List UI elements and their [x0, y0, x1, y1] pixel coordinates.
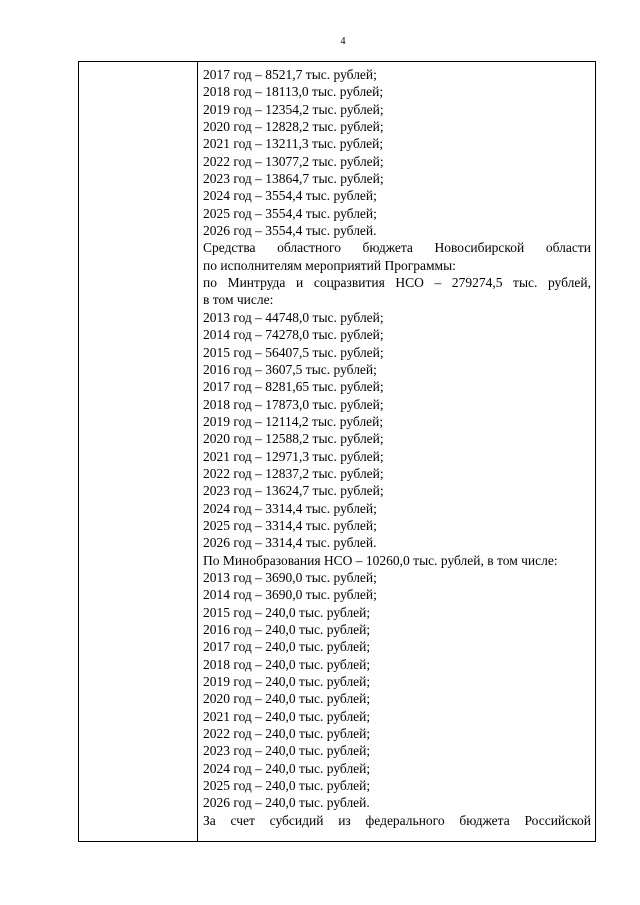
text-line: 2026 год – 3314,4 тыс. рублей.	[203, 535, 377, 551]
text-line: Средства областного бюджета Новосибирской области	[203, 240, 591, 256]
text-line: 2017 год – 8281,65 тыс. рублей;	[203, 379, 384, 395]
text-line: 2022 год – 240,0 тыс. рублей;	[203, 726, 371, 742]
text-line: 2023 год – 240,0 тыс. рублей;	[203, 743, 371, 759]
text-line: 2017 год – 240,0 тыс. рублей;	[203, 639, 371, 655]
text-line: 2019 год – 240,0 тыс. рублей;	[203, 674, 371, 690]
text-line: 2024 год – 3554,4 тыс. рублей;	[203, 188, 377, 204]
text-line: 2020 год – 240,0 тыс. рублей;	[203, 691, 371, 707]
text-line: 2018 год – 17873,0 тыс. рублей;	[203, 396, 384, 412]
table-left-column	[79, 62, 198, 841]
text-line: 2013 год – 3690,0 тыс. рублей;	[203, 569, 377, 585]
text-line: 2025 год – 240,0 тыс. рублей;	[203, 778, 371, 794]
text-line: 2024 год – 3314,4 тыс. рублей;	[203, 500, 377, 516]
text-line: 2018 год – 18113,0 тыс. рублей;	[203, 84, 384, 100]
text-line: 2020 год – 12828,2 тыс. рублей;	[203, 119, 384, 135]
text-line: 2020 год – 12588,2 тыс. рублей;	[203, 431, 384, 447]
text-line: 2014 год – 3690,0 тыс. рублей;	[203, 587, 377, 603]
text-line: 2025 год – 3314,4 тыс. рублей;	[203, 517, 377, 533]
text-line: 2015 год – 56407,5 тыс. рублей;	[203, 344, 384, 360]
text-line: по исполнителям мероприятий Программы:	[203, 257, 456, 273]
text-line: 2025 год – 3554,4 тыс. рублей;	[203, 205, 377, 221]
text-line: 2019 год – 12354,2 тыс. рублей;	[203, 101, 384, 117]
funding-table	[78, 61, 596, 842]
page-number: 4	[340, 36, 346, 47]
text-line: 2014 год – 74278,0 тыс. рублей;	[203, 327, 384, 343]
text-line: 2016 год – 3607,5 тыс. рублей;	[203, 361, 377, 377]
text-line: 2026 год – 3554,4 тыс. рублей.	[203, 223, 377, 239]
text-line: За счет субсидий из федерального бюджета Российской	[203, 812, 591, 828]
text-line: 2022 год – 13077,2 тыс. рублей;	[203, 153, 384, 169]
text-line: по Минтруда и соцразвития НСО – 279274,5 тыс. рублей,	[203, 275, 591, 291]
text-line: 2017 год – 8521,7 тыс. рублей;	[203, 67, 377, 82]
text-line: 2023 год – 13624,7 тыс. рублей;	[203, 483, 384, 499]
text-line: 2015 год – 240,0 тыс. рублей;	[203, 604, 371, 620]
text-line: 2018 год – 240,0 тыс. рублей;	[203, 656, 371, 672]
text-line: 2013 год – 44748,0 тыс. рублей;	[203, 309, 384, 325]
text-line: 2019 год – 12114,2 тыс. рублей;	[203, 413, 384, 429]
text-line: 2021 год – 13211,3 тыс. рублей;	[203, 136, 384, 152]
text-line: 2022 год – 12837,2 тыс. рублей;	[203, 465, 384, 481]
table-right-column	[198, 62, 595, 841]
text-line: 2026 год – 240,0 тыс. рублей.	[203, 795, 370, 811]
text-line: 2016 год – 240,0 тыс. рублей;	[203, 622, 371, 637]
text-line: в том числе:	[203, 292, 274, 308]
text-line: 2023 год – 13864,7 тыс. рублей;	[203, 171, 384, 187]
text-line: По Минобразования НСО – 10260,0 тыс. рублей, в том числе:	[203, 552, 558, 568]
text-line: 2021 год – 12971,3 тыс. рублей;	[203, 448, 384, 464]
text-line: 2021 год – 240,0 тыс. рублей;	[203, 708, 371, 724]
text-line: 2024 год – 240,0 тыс. рублей;	[203, 760, 371, 776]
